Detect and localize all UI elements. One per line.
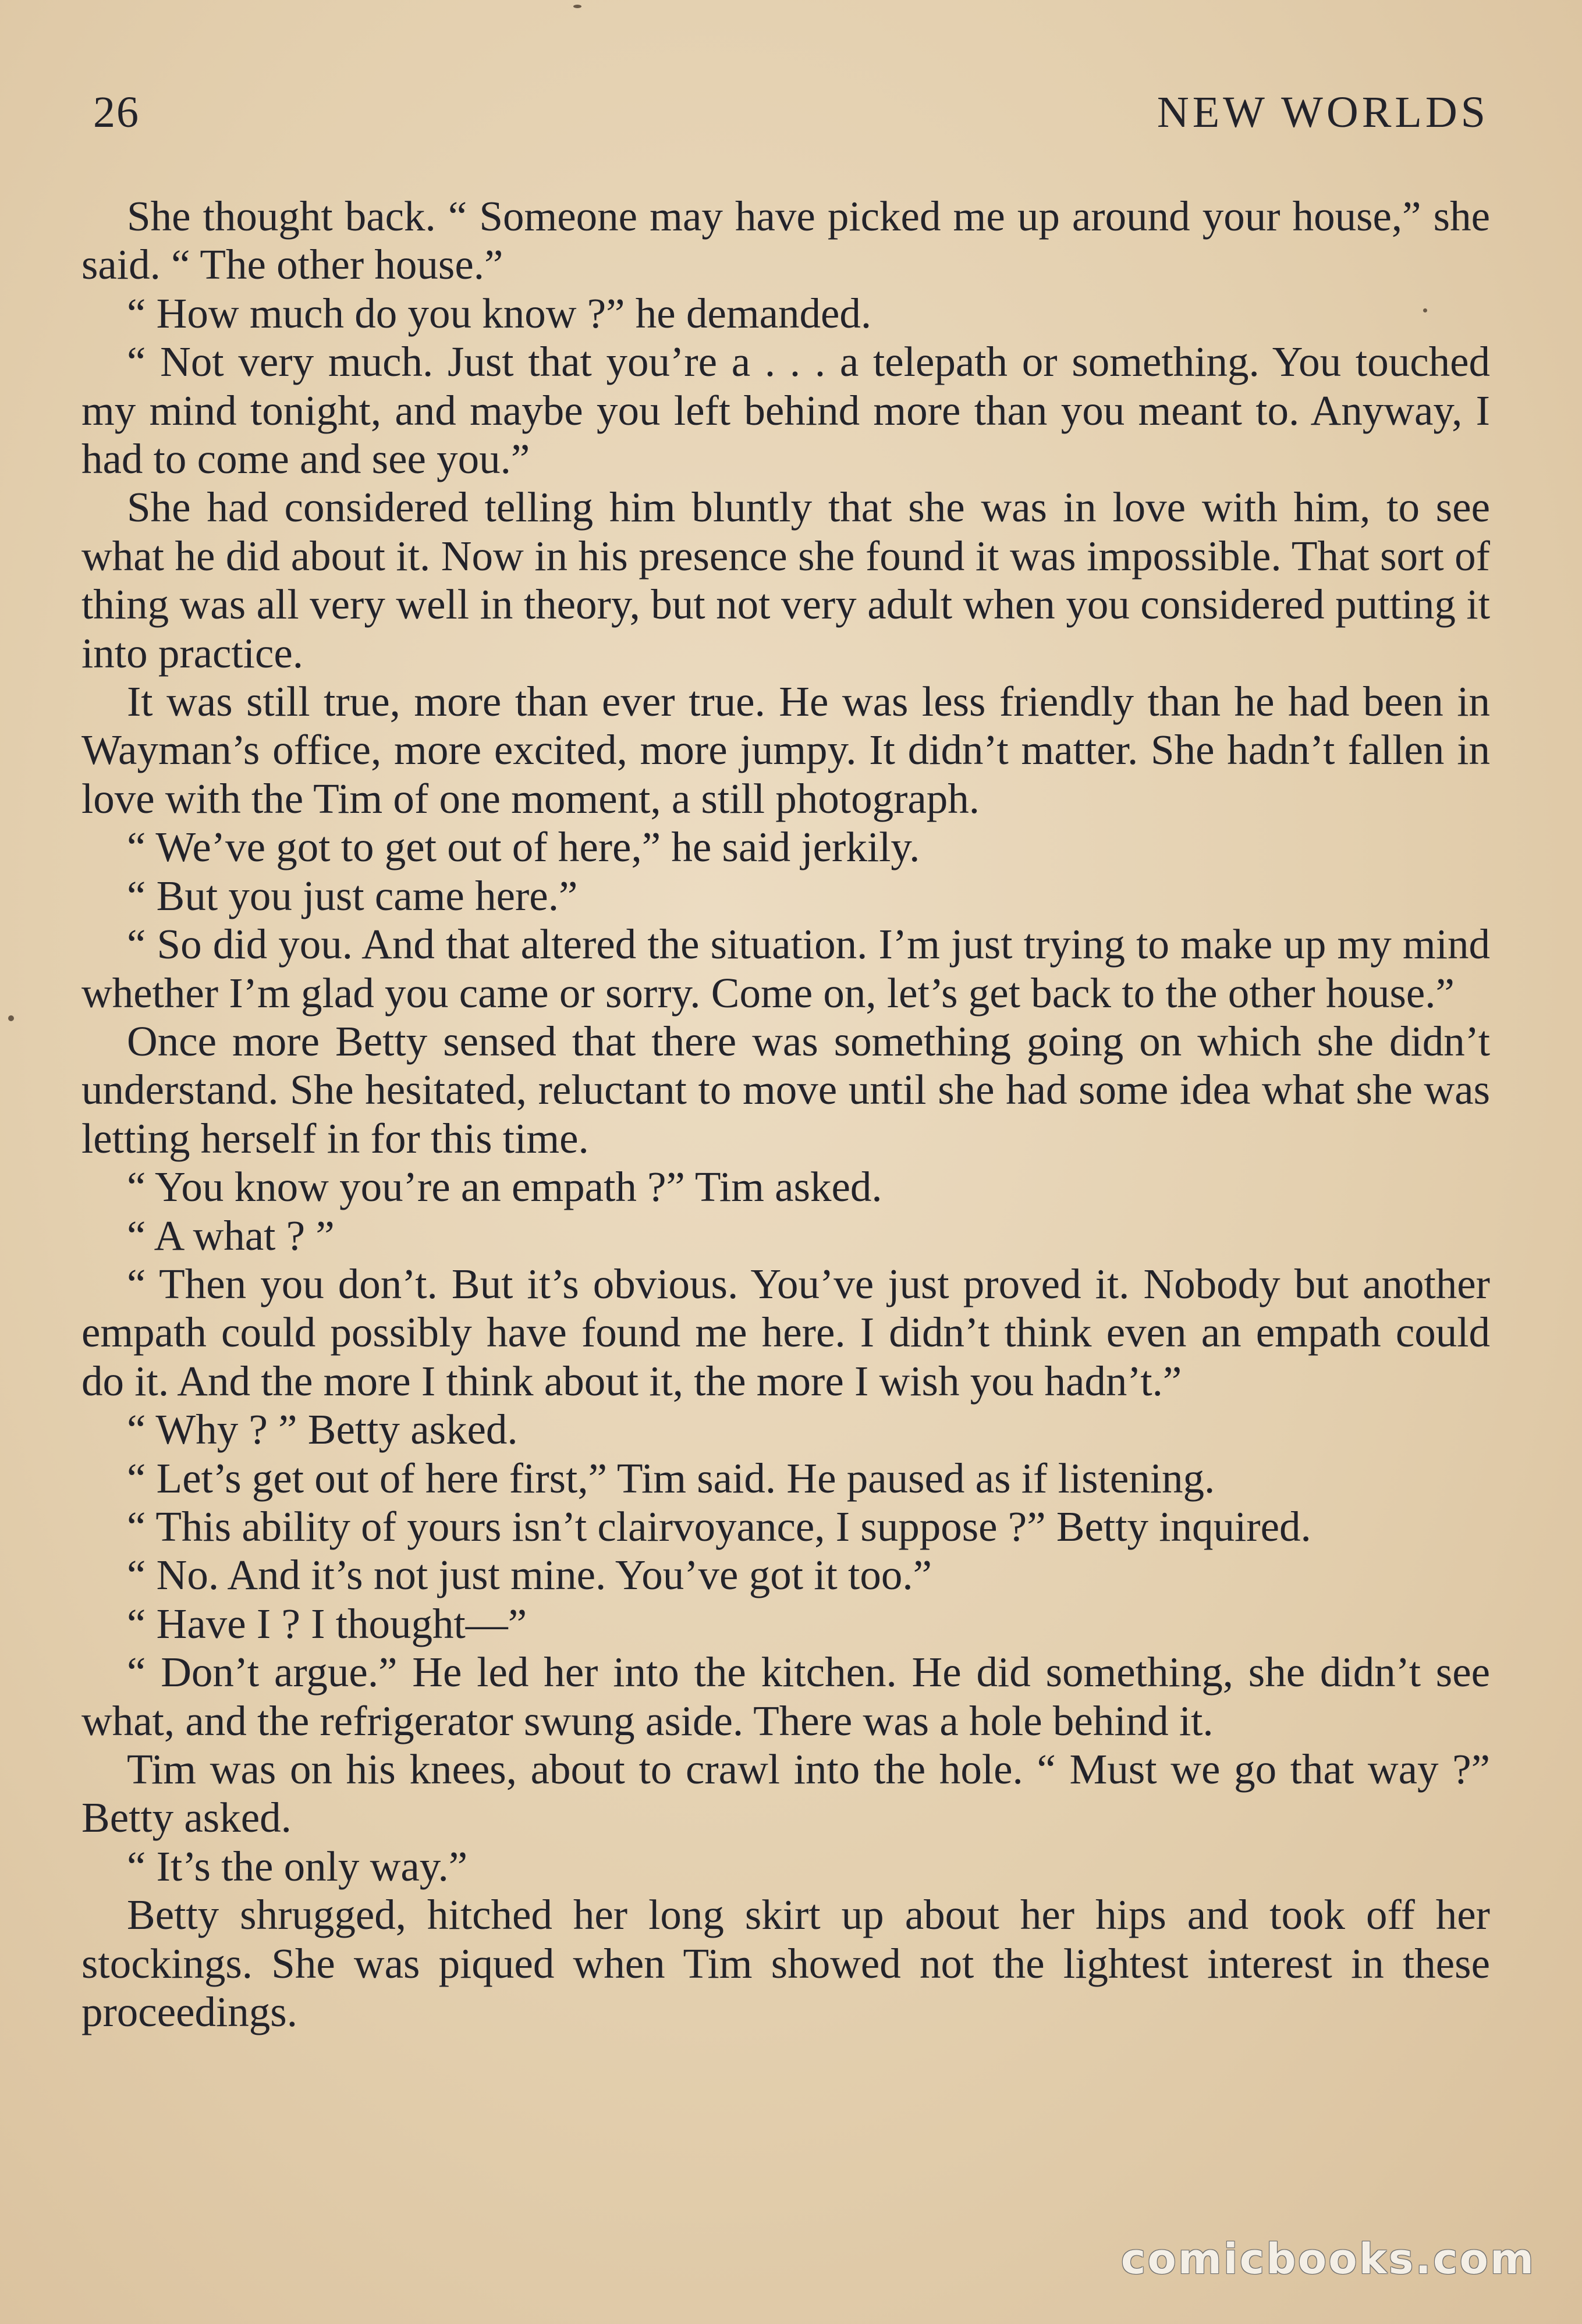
paragraph: “ This ability of yours isn’t clairvoyance, I suppose ?” Betty inquired. (127, 1502, 1311, 1550)
paragraph: “ Let’s get out of here first,” Tim said. He paused as if listening. (127, 1454, 1215, 1502)
paragraph: Tim was on his knees, about to crawl into the hole. “ Must we go that way ?” Betty asked. (81, 1746, 1490, 1842)
paper-speck (8, 1015, 14, 1021)
paragraph: “ No. And it’s not just mine. You’ve got it too.” (127, 1551, 932, 1599)
paragraph: “ You know you’re an empath ?” Tim asked. (127, 1163, 882, 1211)
watermark-logo: comicbooks.com (1120, 2234, 1535, 2283)
running-head: NEW WORLDS (1157, 88, 1489, 137)
paragraph: “ A what ? ” (127, 1211, 335, 1259)
paragraph: Once more Betty sensed that there was something going on which she didn’t understand. She hesitated, reluctant to move until she had some idea what she was letting herself in for this time. (81, 1017, 1490, 1162)
paragraph: She thought back. “ Someone may have picked me up around your house,” she said. “ The other house.” (81, 193, 1490, 289)
page-header (93, 87, 1489, 145)
paper-speck (1423, 308, 1427, 312)
page-number: 26 (93, 88, 140, 137)
paragraph: “ Not very much. Just that you’re a . . . a telepath or something. You touched my mind tonight, and maybe you left behind more than you meant to. Anyway, I had to come and see you.” (81, 338, 1490, 483)
paragraph: It was still true, more than ever true. He was less friendly than he had been in Wayman’s office, more excited, more jumpy. It didn’t matter. She hadn’t fallen in love with the Tim of one moment, a still photograph. (81, 678, 1490, 822)
paragraph: “ Why ? ” Betty asked. (127, 1406, 518, 1454)
paragraph: “ How much do you know ?” he demanded. (127, 289, 872, 337)
paragraph: Betty shrugged, hitched her long skirt up about her hips and took off her stockings. She was piqued when Tim showed not the lightest interest in these proceedings. (81, 1891, 1490, 2036)
body-text (81, 192, 1490, 2036)
paragraph: “ We’ve got to get out of here,” he said jerkily. (127, 823, 920, 871)
paragraph: She had considered telling him bluntly that she was in love with him, to see what he did about it. Now in his presence she found it was impossible. That sort of thing was all very well in theory, but not very adult when you considered putting it into practice. (81, 484, 1490, 677)
paragraph: “ Don’t argue.” He led her into the kitchen. He did something, she didn’t see what, and the refrigerator swung aside. There was a hole behind it. (81, 1648, 1490, 1744)
paragraph: “ So did you. And that altered the situation. I’m just trying to make up my mind whether I’m glad you came or sorry. Come on, let’s get back to the other house.” (81, 921, 1490, 1017)
paragraph: “ Have I ? I thought—” (127, 1600, 527, 1647)
paragraph: “ But you just came here.” (127, 872, 578, 919)
paper-speck (573, 5, 581, 8)
paragraph: “ Then you don’t. But it’s obvious. You’ve just proved it. Nobody but another empath could possibly have found me here. I didn’t think even an empath could do it. And the more I think about it, the more I wish you hadn’t.” (81, 1260, 1490, 1405)
paragraph: “ It’s the only way.” (127, 1842, 468, 1890)
